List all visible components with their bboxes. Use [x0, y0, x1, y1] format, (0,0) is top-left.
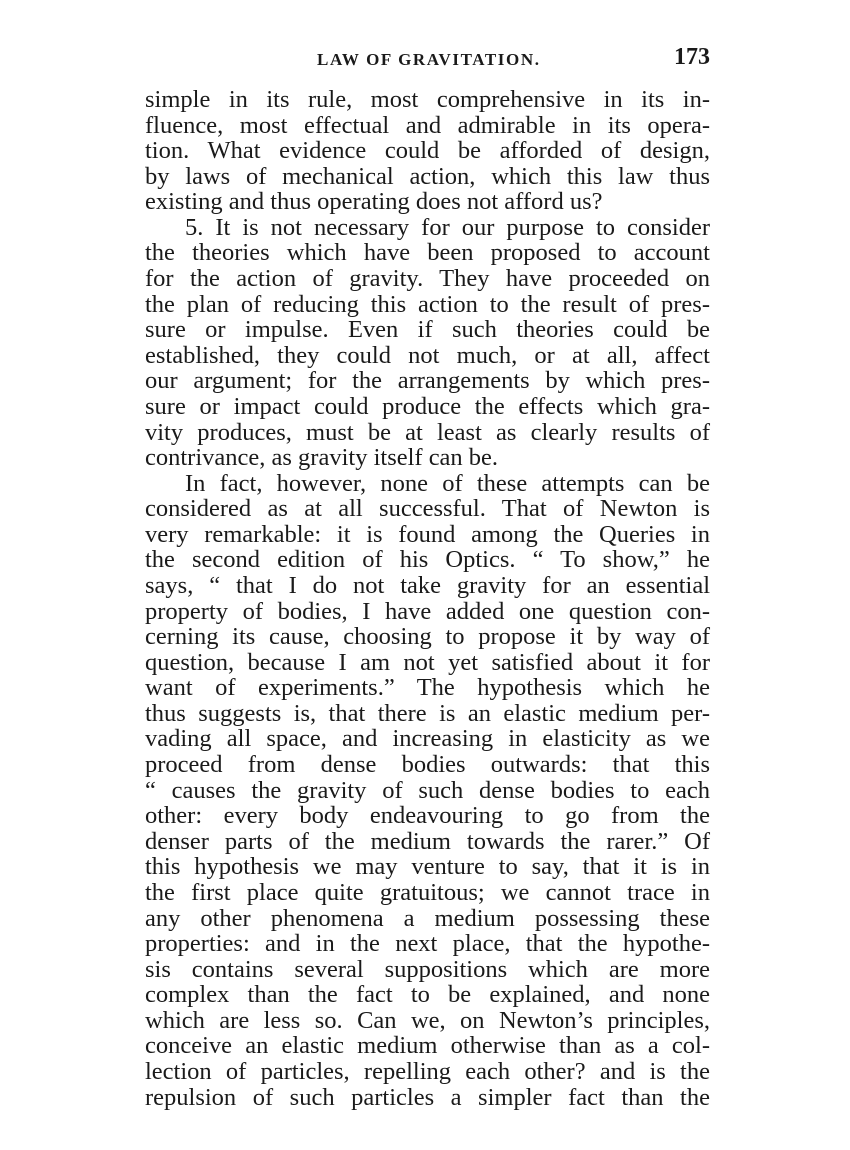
text-line: denser parts of the medium towards the rarer.” Of — [145, 827, 710, 855]
text-line: properties: and in the next place, that the hypothe- — [145, 930, 710, 958]
text-line: the first place quite gratuitous; we cannot trace in — [145, 878, 710, 906]
text-line: repulsion of such particles a simpler fact than the — [145, 1083, 710, 1111]
text-line: conceive an elastic medium otherwise than as a col- — [145, 1032, 710, 1060]
running-title: LAW OF GRAVITATION. — [317, 50, 541, 69]
text-line: existing and thus operating does not afford us? — [145, 188, 603, 216]
text-line: cerning its cause, choosing to propose it by way of — [145, 623, 710, 651]
text-line: says, “ that I do not take gravity for an essential — [145, 571, 710, 599]
running-head — [145, 44, 710, 80]
text-line: question, because I am not yet satisfied about it for — [145, 648, 710, 676]
text-line: for the action of gravity. They have proceeded on — [145, 265, 710, 293]
text-line: by laws of mechanical action, which this law thus — [145, 162, 710, 190]
text-line: sure or impact could produce the effects which gra- — [145, 392, 710, 420]
text-line: property of bodies, I have added one question con- — [145, 597, 710, 625]
text-line: tion. What evidence could be afforded of design, — [145, 137, 710, 165]
text-line: sis contains several suppositions which are more — [145, 955, 710, 983]
text-line: other: every body endeavouring to go from the — [145, 802, 710, 830]
text-line: the plan of reducing this action to the result of pres- — [145, 290, 710, 318]
text-line: proceed from dense bodies outwards: that this — [145, 751, 710, 779]
text-line: established, they could not much, or at all, affect — [145, 341, 710, 369]
text-line: “ causes the gravity of such dense bodies to each — [145, 776, 710, 804]
text-line: vity produces, must be at least as clearly results of — [145, 418, 710, 446]
text-line: the theories which have been proposed to account — [145, 239, 710, 267]
page-number: 173 — [674, 44, 710, 70]
text-line: simple in its rule, most comprehensive in its in- — [145, 86, 710, 113]
text-line: the second edition of his Optics. “ To show,” he — [145, 546, 710, 574]
text-line: 5. It is not necessary for our purpose to consider — [185, 213, 710, 241]
body-text — [145, 87, 710, 1110]
text-line: thus suggests is, that there is an elastic medium per- — [145, 699, 710, 727]
text-line: any other phenomena a medium possessing these — [145, 904, 710, 932]
text-line: sure or impulse. Even if such theories could be — [145, 316, 710, 344]
text-line: considered as at all successful. That of Newton is — [145, 495, 710, 523]
text-line: complex than the fact to be explained, and none — [145, 981, 710, 1009]
text-line: very remarkable: it is found among the Queries in — [145, 520, 710, 548]
text-line: want of experiments.” The hypothesis which he — [145, 674, 710, 702]
text-line: vading all space, and increasing in elasticity as we — [145, 725, 710, 753]
text-line: our argument; for the arrangements by which pres- — [145, 367, 710, 395]
text-line: this hypothesis we may venture to say, that it is in — [145, 853, 710, 881]
text-line: which are less so. Can we, on Newton’s principles, — [145, 1006, 710, 1034]
text-line: contrivance, as gravity itself can be. — [145, 444, 499, 472]
text-line: lection of particles, repelling each other? and is the — [145, 1057, 710, 1085]
text-line: In fact, however, none of these attempts can be — [185, 469, 710, 497]
text-line: fluence, most effectual and admirable in its opera- — [145, 111, 710, 139]
